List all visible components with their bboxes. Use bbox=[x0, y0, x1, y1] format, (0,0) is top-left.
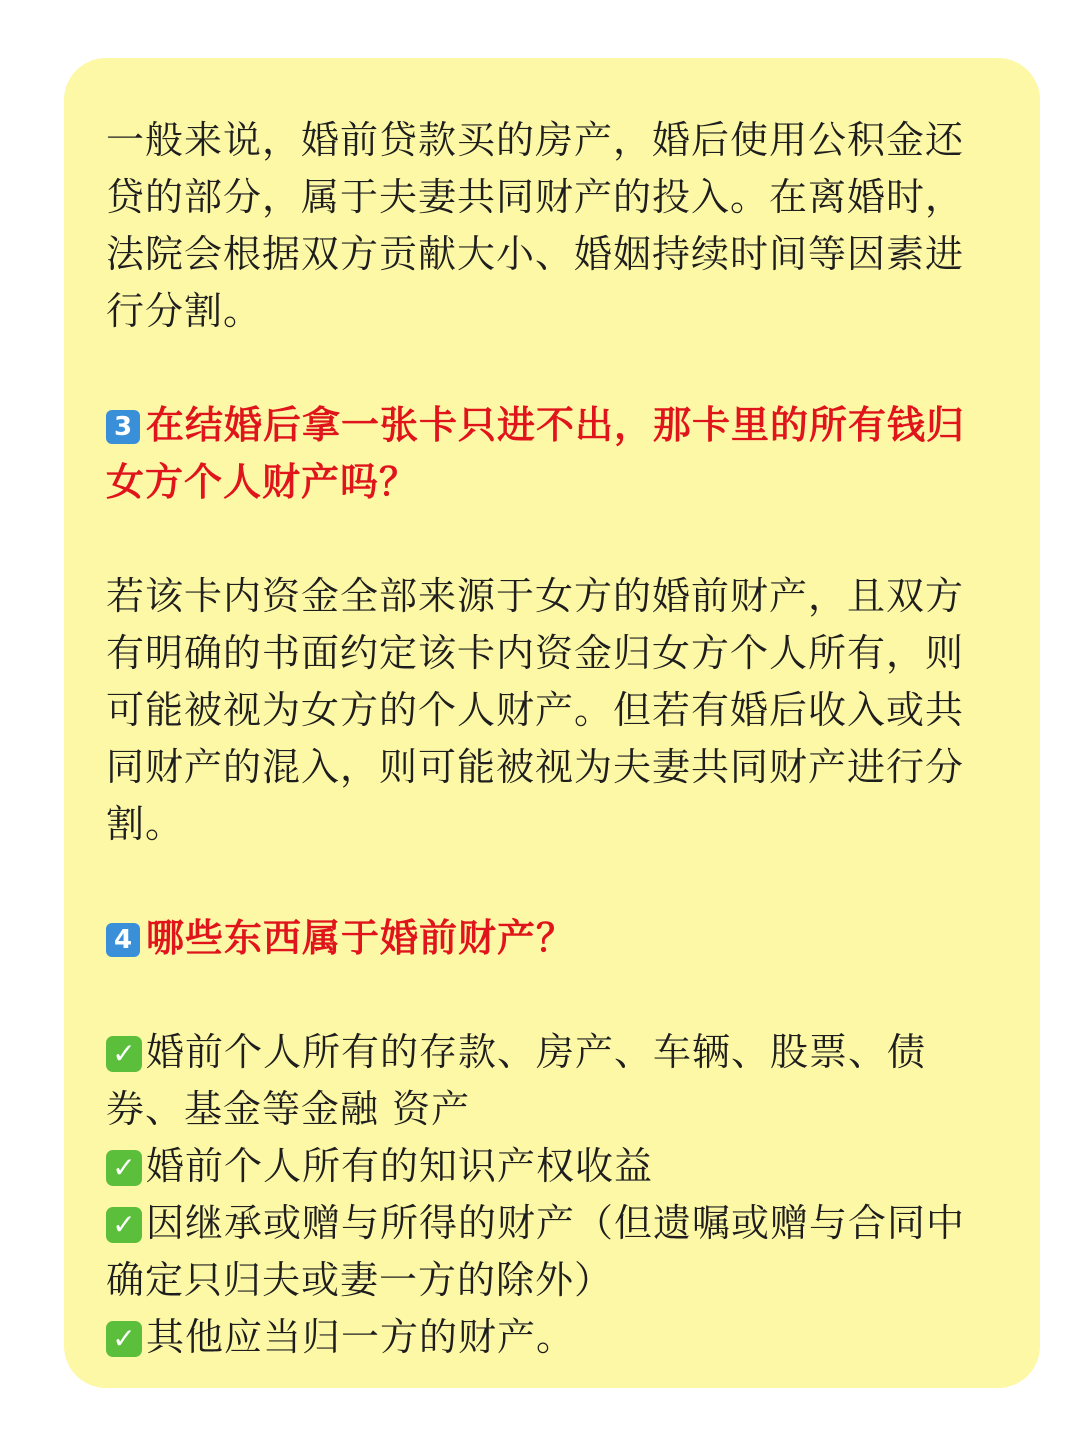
intro-paragraph: 一般来说，婚前贷款买的房产，婚后使用公积金还贷的部分，属于夫妻共同财产的投入。在离婚时，法院会根据双方贡献大小、婚姻持续时间等因素进行分割。 bbox=[106, 118, 965, 333]
content-card bbox=[64, 58, 1040, 1388]
section-3-answer: 若该卡内资金全部来源于女方的婚前财产，且双方有明确的书面约定该卡内资金归女方个人所有，则可能被视为女方的个人财产。但若有婚后收入或共同财产的混入，则可能被视为夫妻共同财产进行分割。 bbox=[106, 574, 965, 846]
list-item-text: 婚前个人所有的知识产权收益 bbox=[146, 1144, 654, 1188]
check-mark-icon: ✓ bbox=[106, 1207, 142, 1243]
list-item bbox=[106, 1195, 976, 1309]
section-3-question: 在结婚后拿一张卡只进不出，那卡里的所有钱归女方个人财产吗？ bbox=[106, 403, 966, 504]
section-4-heading bbox=[106, 910, 976, 967]
list-item-text: 其他应当归一方的财产。 bbox=[146, 1315, 576, 1359]
number-3-icon: 3 bbox=[106, 410, 140, 444]
spacer bbox=[106, 967, 976, 1024]
article-body bbox=[106, 112, 976, 1366]
list-item bbox=[106, 1138, 976, 1195]
list-item bbox=[106, 1024, 976, 1138]
section-3-heading bbox=[106, 397, 976, 511]
list-item bbox=[106, 1309, 976, 1366]
check-mark-icon: ✓ bbox=[106, 1150, 142, 1186]
check-mark-icon: ✓ bbox=[106, 1036, 142, 1072]
check-mark-icon: ✓ bbox=[106, 1321, 142, 1357]
list-item-text: 因继承或赠与所得的财产（但遗嘱或赠与合同中确定只归夫或妻一方的除外） bbox=[106, 1201, 966, 1302]
section-4-question: 哪些东西属于婚前财产？ bbox=[146, 916, 576, 960]
premarital-property-list bbox=[106, 1024, 976, 1366]
spacer bbox=[106, 340, 976, 397]
list-item-text: 婚前个人所有的存款、房产、车辆、股票、债券、基金等金融 资产 bbox=[106, 1030, 927, 1131]
number-4-icon: 4 bbox=[106, 923, 140, 957]
spacer bbox=[106, 853, 976, 910]
spacer bbox=[106, 511, 976, 568]
